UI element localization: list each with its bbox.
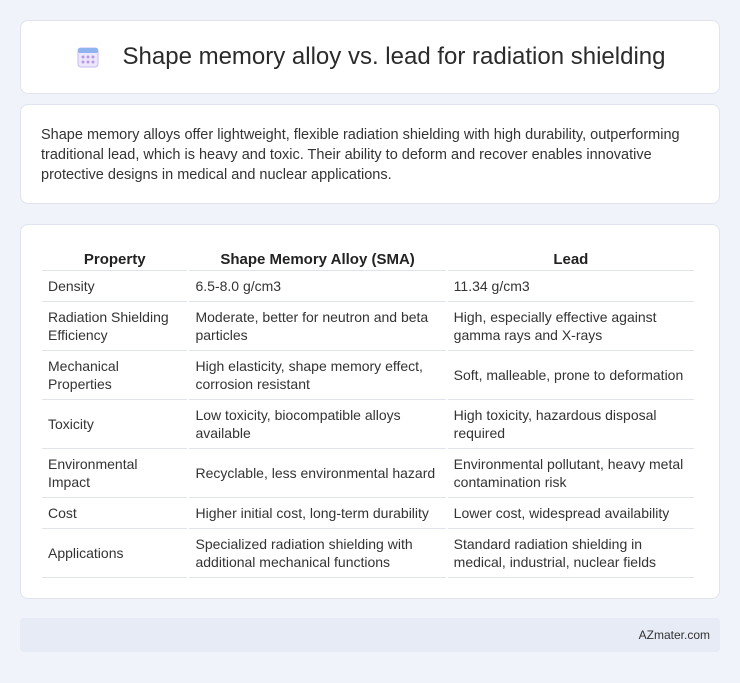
cell-lead: Soft, malleable, prone to deformation — [448, 351, 694, 400]
header-lead: Lead — [448, 245, 694, 271]
cell-lead: High, especially effective against gamma rays and X-rays — [448, 302, 694, 351]
table-row — [42, 449, 694, 498]
calendar-icon — [75, 44, 101, 70]
cell-lead: High toxicity, hazardous disposal required — [448, 400, 694, 449]
title-card — [20, 20, 720, 94]
cell-lead: Environmental pollutant, heavy metal contamination risk — [448, 449, 694, 498]
table-header-row — [42, 245, 694, 271]
cell-property: Applications — [42, 529, 187, 578]
comparison-table — [40, 245, 696, 578]
intro-card — [20, 104, 720, 204]
cell-property: Environmental Impact — [42, 449, 187, 498]
footer-site-name: AZmater.com — [638, 628, 710, 642]
header-property: Property — [42, 245, 187, 271]
cell-property: Radiation Shielding Efficiency — [42, 302, 187, 351]
cell-lead: Lower cost, widespread availability — [448, 498, 694, 529]
cell-property: Toxicity — [42, 400, 187, 449]
table-row — [42, 498, 694, 529]
footer-bar — [20, 618, 720, 652]
table-row — [42, 400, 694, 449]
cell-property: Density — [42, 271, 187, 302]
table-row — [42, 529, 694, 578]
cell-property: Mechanical Properties — [42, 351, 187, 400]
cell-sma: Recyclable, less environmental hazard — [189, 449, 445, 498]
cell-sma: Specialized radiation shielding with additional mechanical functions — [189, 529, 445, 578]
page-title: Shape memory alloy vs. lead for radiation shielding — [122, 43, 666, 70]
comparison-card — [20, 224, 720, 599]
cell-sma: Moderate, better for neutron and beta particles — [189, 302, 445, 351]
cell-sma: Higher initial cost, long-term durability — [189, 498, 445, 529]
cell-sma: High elasticity, shape memory effect, corrosion resistant — [189, 351, 445, 400]
cell-lead: Standard radiation shielding in medical, industrial, nuclear fields — [448, 529, 694, 578]
cell-property: Cost — [42, 498, 187, 529]
table-row — [42, 351, 694, 400]
cell-lead: 11.34 g/cm3 — [448, 271, 694, 302]
header-sma: Shape Memory Alloy (SMA) — [189, 245, 445, 271]
cell-sma: 6.5-8.0 g/cm3 — [189, 271, 445, 302]
table-row — [42, 271, 694, 302]
intro-paragraph: Shape memory alloys offer lightweight, flexible radiation shielding with high durability, outperforming traditional lead, which is heavy and toxic. Their ability to deform and recover enables innovative protective designs in medical and nuclear applications. — [41, 127, 680, 183]
table-row — [42, 302, 694, 351]
cell-sma: Low toxicity, biocompatible alloys available — [189, 400, 445, 449]
